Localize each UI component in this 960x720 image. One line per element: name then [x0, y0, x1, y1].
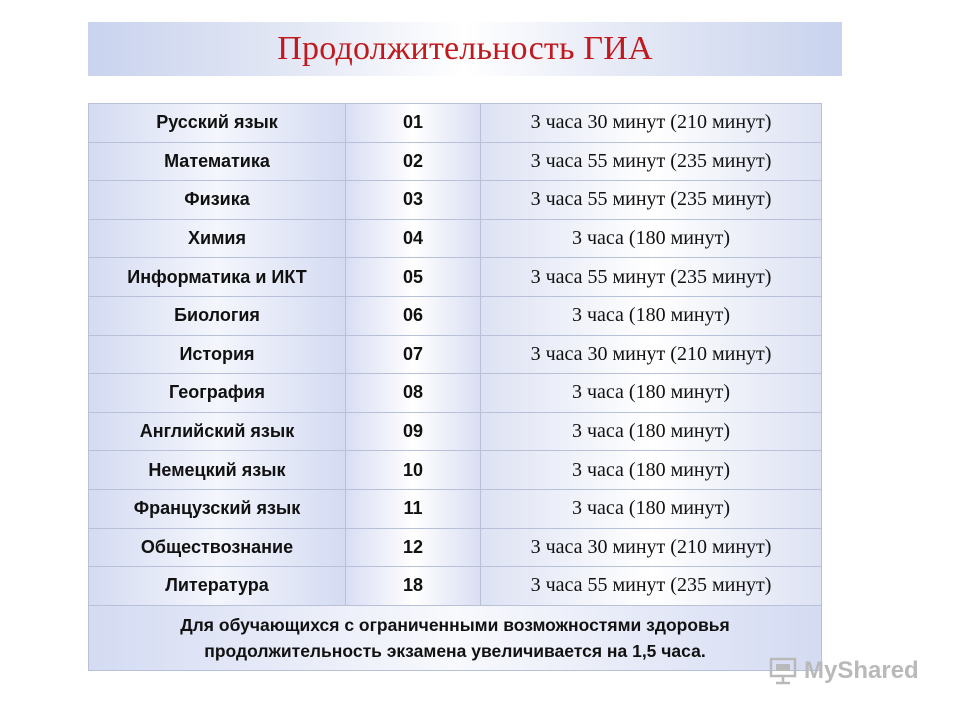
duration-cell: 3 часа (180 минут) — [481, 296, 822, 335]
presentation-board-icon — [768, 656, 798, 686]
code-cell: 05 — [346, 258, 481, 297]
duration-cell: 3 часа (180 минут) — [481, 489, 822, 528]
subject-cell: Немецкий язык — [89, 451, 346, 490]
subject-cell: Литература — [89, 567, 346, 606]
table-row — [89, 181, 822, 220]
code-cell: 06 — [346, 296, 481, 335]
code-cell: 18 — [346, 567, 481, 606]
table-row — [89, 451, 822, 490]
duration-cell: 3 часа (180 минут) — [481, 219, 822, 258]
table-row — [89, 374, 822, 413]
duration-cell: 3 часа 55 минут (235 минут) — [481, 567, 822, 606]
exam-duration-table — [88, 103, 822, 671]
note-cell — [89, 605, 822, 670]
code-cell: 10 — [346, 451, 481, 490]
duration-cell: 3 часа (180 минут) — [481, 374, 822, 413]
subject-cell: Биология — [89, 296, 346, 335]
duration-cell: 3 часа 55 минут (235 минут) — [481, 181, 822, 220]
subject-cell: Английский язык — [89, 412, 346, 451]
exam-duration-table-container — [88, 103, 820, 671]
table-body — [89, 104, 822, 671]
code-cell: 09 — [346, 412, 481, 451]
subject-cell: Химия — [89, 219, 346, 258]
table-row — [89, 335, 822, 374]
subject-cell: Физика — [89, 181, 346, 220]
code-cell: 02 — [346, 142, 481, 181]
duration-cell: 3 часа 55 минут (235 минут) — [481, 142, 822, 181]
duration-cell: 3 часа (180 минут) — [481, 412, 822, 451]
code-cell: 08 — [346, 374, 481, 413]
table-row — [89, 258, 822, 297]
note-line-1: Для обучающихся с ограниченными возможностями здоровья — [180, 614, 730, 635]
duration-cell: 3 часа (180 минут) — [481, 451, 822, 490]
table-row — [89, 219, 822, 258]
duration-cell: 3 часа 55 минут (235 минут) — [481, 258, 822, 297]
page-title: Продолжительность ГИА — [277, 30, 653, 67]
subject-cell: Французский язык — [89, 489, 346, 528]
code-cell: 03 — [346, 181, 481, 220]
table-row — [89, 104, 822, 143]
code-cell: 07 — [346, 335, 481, 374]
note-row — [89, 605, 822, 670]
title-banner — [88, 22, 842, 76]
subject-cell: География — [89, 374, 346, 413]
subject-cell: Информатика и ИКТ — [89, 258, 346, 297]
code-cell: 11 — [346, 489, 481, 528]
watermark-text: MyShared — [804, 657, 919, 684]
note-line-2: продолжительность экзамена увеличивается на 1,5 часа. — [204, 640, 706, 661]
duration-cell: 3 часа 30 минут (210 минут) — [481, 528, 822, 567]
duration-cell: 3 часа 30 минут (210 минут) — [481, 335, 822, 374]
subject-cell: Русский язык — [89, 104, 346, 143]
subject-cell: Обществознание — [89, 528, 346, 567]
table-row — [89, 489, 822, 528]
code-cell: 04 — [346, 219, 481, 258]
table-row — [89, 412, 822, 451]
table-row — [89, 142, 822, 181]
watermark — [768, 656, 919, 686]
subject-cell: История — [89, 335, 346, 374]
duration-cell: 3 часа 30 минут (210 минут) — [481, 104, 822, 143]
table-row — [89, 528, 822, 567]
code-cell: 01 — [346, 104, 481, 143]
subject-cell: Математика — [89, 142, 346, 181]
table-row — [89, 567, 822, 606]
code-cell: 12 — [346, 528, 481, 567]
table-row — [89, 296, 822, 335]
